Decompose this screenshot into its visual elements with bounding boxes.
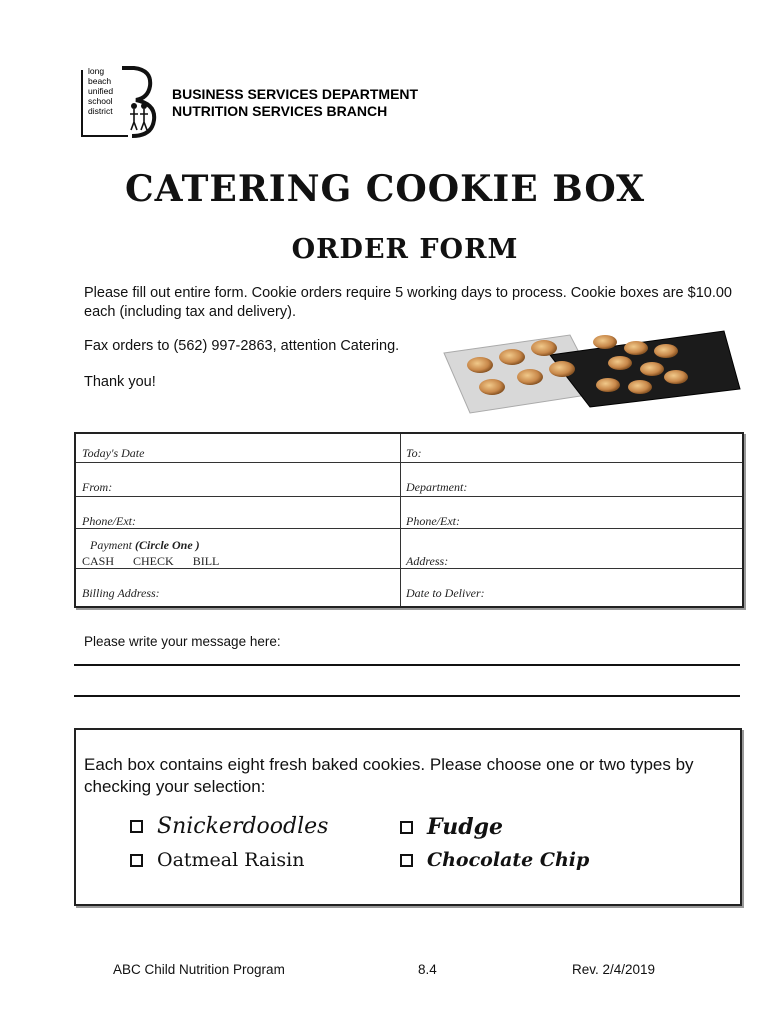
selection-instructions: Each box contains eight fresh baked cookies. Please choose one or two types by checking your selection: xyxy=(84,755,694,796)
footer-program: ABC Child Nutrition Program xyxy=(113,962,285,977)
department-field[interactable]: Department: xyxy=(406,480,468,494)
message-line[interactable] xyxy=(74,664,740,666)
message-line[interactable] xyxy=(74,695,740,697)
table-divider xyxy=(400,434,401,606)
option-label: Chocolate Chip xyxy=(427,849,590,871)
branch-name: NUTRITION SERVICES BRANCH xyxy=(172,103,388,119)
intro-text: Please fill out entire form. Cookie orders require 5 working days to process. Cookie boxes are $10.00 each (including tax and delivery). xyxy=(84,285,732,320)
payment-option-check[interactable]: CHECK xyxy=(133,554,174,568)
page-title: CATERING COOKIE BOX xyxy=(124,168,645,210)
option-label: Oatmeal Raisin xyxy=(157,849,305,871)
footer-revision: Rev. 2/4/2019 xyxy=(572,962,656,977)
checkbox[interactable] xyxy=(400,821,413,834)
phone-field-right[interactable]: Phone/Ext: xyxy=(406,514,460,528)
checkbox[interactable] xyxy=(130,820,143,833)
payment-title: Payment xyxy=(90,538,135,552)
address-field[interactable]: Address: xyxy=(406,554,449,568)
order-info-table xyxy=(74,432,744,608)
logo-line: beach xyxy=(88,76,112,86)
footer-page-number: 8.4 xyxy=(418,962,437,977)
payment-circle-note: (Circle One ) xyxy=(134,538,200,552)
option-label: Snickerdoodles xyxy=(157,814,329,839)
logo-line: district xyxy=(88,106,113,116)
payment-option-bill[interactable]: BILL xyxy=(192,554,220,568)
department-name: BUSINESS SERVICES DEPARTMENT xyxy=(172,86,419,102)
thank-you-text: Thank you! xyxy=(84,374,156,390)
option-chocolate-chip[interactable] xyxy=(400,849,589,871)
option-fudge[interactable] xyxy=(400,814,503,840)
billing-address-field[interactable]: Billing Address: xyxy=(82,586,160,600)
page-subtitle: ORDER FORM xyxy=(291,234,519,265)
option-oatmeal-raisin[interactable] xyxy=(130,849,304,871)
payment-options xyxy=(82,554,235,569)
table-row-line xyxy=(76,496,742,497)
delivery-date-field[interactable]: Date to Deliver: xyxy=(406,586,485,600)
todays-date-field[interactable]: Today's Date xyxy=(82,446,145,460)
table-row-line xyxy=(76,462,742,463)
logo-line: long xyxy=(88,66,105,76)
department-header xyxy=(172,86,418,120)
payment-option-cash[interactable]: CASH xyxy=(82,554,115,568)
from-field[interactable]: From: xyxy=(82,480,113,494)
checkbox[interactable] xyxy=(400,854,413,867)
to-field[interactable]: To: xyxy=(406,446,422,460)
fax-instructions: Fax orders to (562) 997-2863, attention Catering. xyxy=(84,338,400,354)
phone-field-left[interactable]: Phone/Ext: xyxy=(82,514,136,528)
payment-label xyxy=(90,538,200,553)
option-snickerdoodles[interactable] xyxy=(130,814,328,839)
cookie-trays-image xyxy=(440,325,746,415)
checkbox[interactable] xyxy=(130,854,143,867)
option-label: Fudge xyxy=(427,814,503,840)
message-label: Please write your message here: xyxy=(84,634,281,649)
logo-line: school xyxy=(88,96,113,106)
logo-line: unified xyxy=(88,86,114,96)
logo-text xyxy=(88,66,113,116)
